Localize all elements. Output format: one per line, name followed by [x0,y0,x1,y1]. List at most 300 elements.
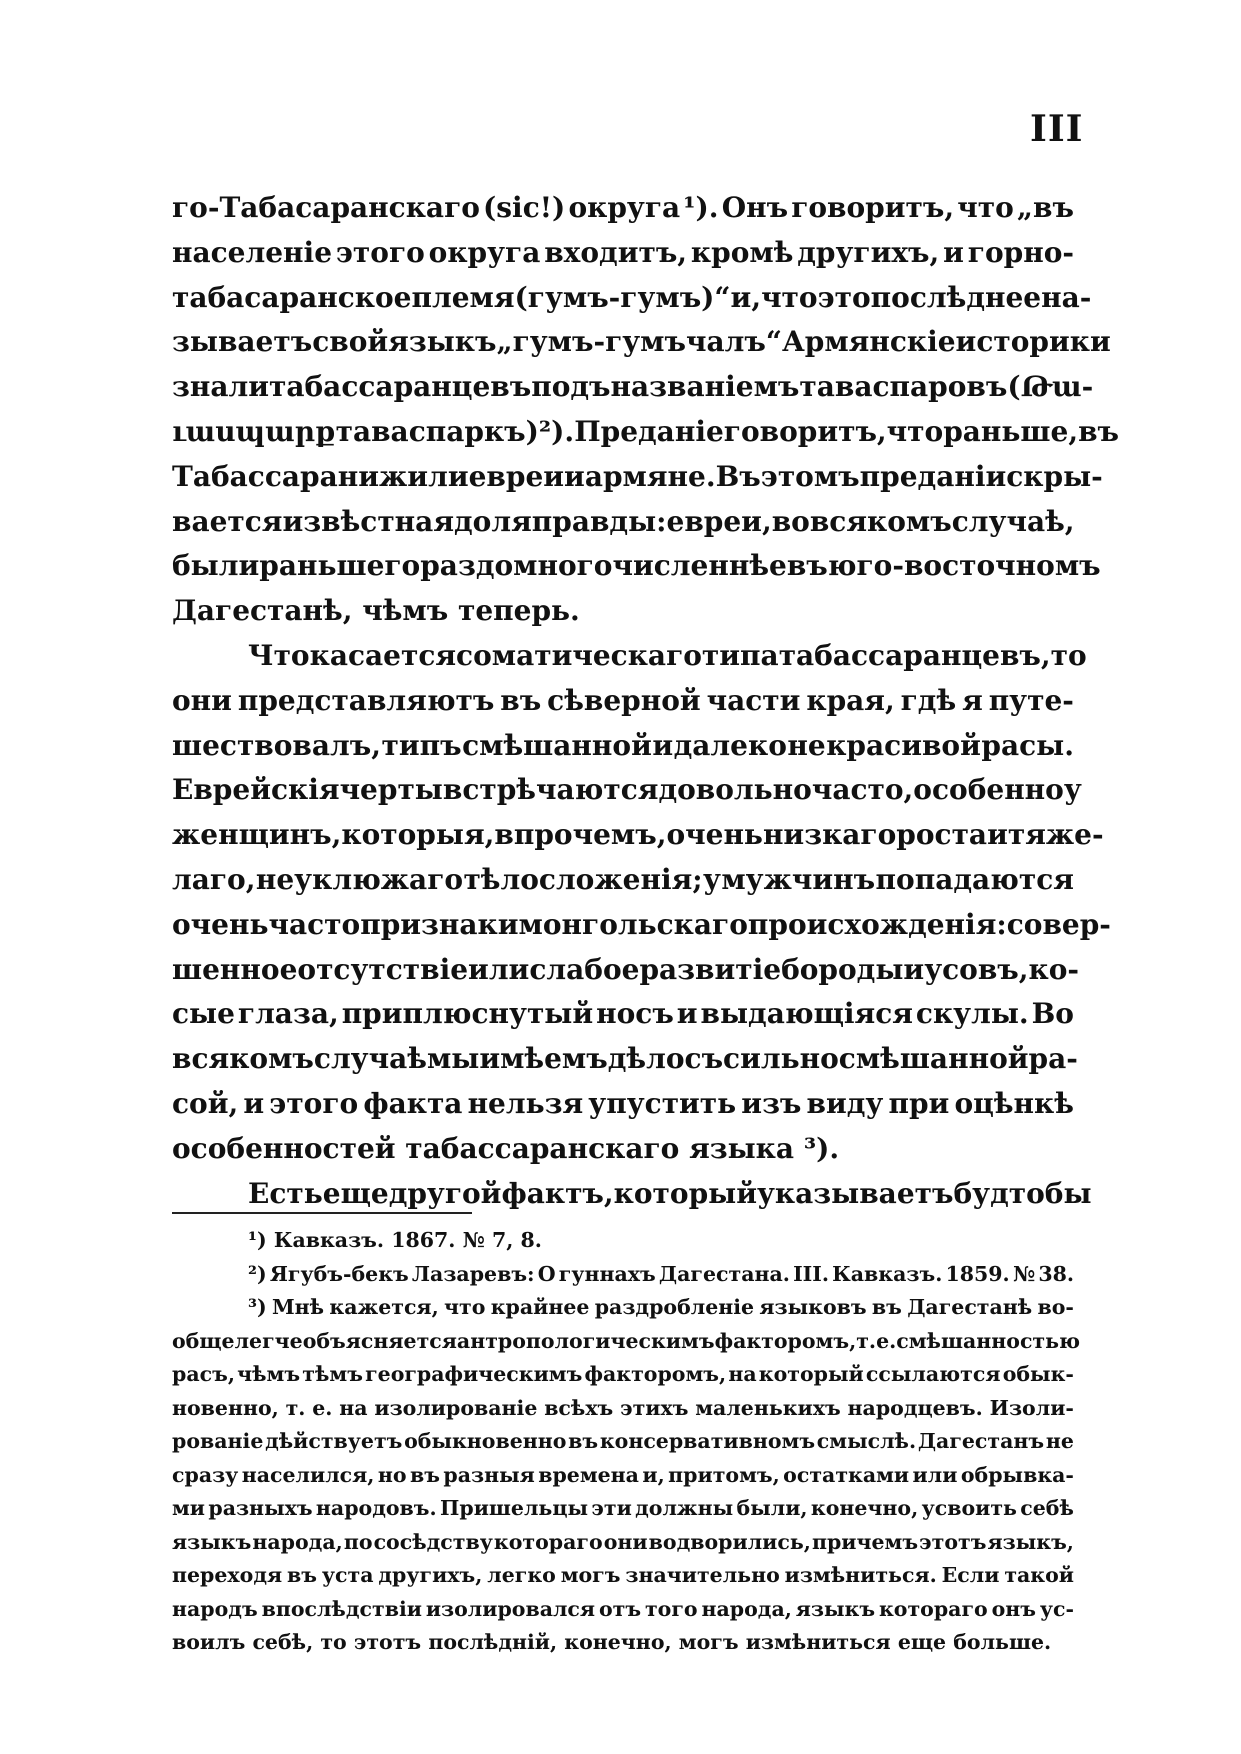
word: табасаранское [172,280,412,314]
word: переходя [172,1563,283,1587]
footnote-line [172,1224,1074,1258]
word: монгольскаго [518,907,748,941]
word: правды: [531,504,667,538]
word: части [706,683,801,717]
word: 8. [520,1228,542,1252]
text-line [172,858,1074,903]
word: измѣниться [745,1630,891,1654]
word: консервативномъ [599,1429,816,1453]
word: крайнее [490,1295,590,1319]
word: ²) [248,1261,267,1286]
word: роста [896,818,988,852]
word: чѣмъ [362,594,449,628]
word: расы. [981,728,1074,762]
word: многочисленнѣе [513,549,787,583]
word: типа [701,638,779,672]
word: могъ [560,1563,621,1587]
word: ссылаются [865,1362,1001,1386]
page-number: III [1030,108,1084,150]
word: измѣниться. [784,1563,937,1587]
footnote-line [172,1593,1074,1627]
word: и [987,818,1008,852]
word: фактъ, [501,1176,614,1210]
word: развитіе [639,952,782,986]
word: маленькихъ [695,1395,841,1420]
word: случаѣ [313,1042,427,1076]
word: III. [793,1261,829,1286]
word: очень [172,907,269,941]
word: случаѣ, [951,504,1075,538]
word: сосѣдству [373,1529,493,1554]
word: извѣстная [282,504,454,538]
word: изолировался [425,1596,596,1621]
word: Изоли- [989,1395,1074,1420]
footnote-line [172,1358,1074,1392]
word: не [1045,1429,1074,1453]
word: № [1012,1261,1036,1286]
word: на [728,1362,757,1386]
footnotes [172,1224,1081,1660]
word: съ [684,1042,724,1076]
word: происхожденія: [747,907,1007,941]
text-line [172,813,1104,858]
word: могъ [678,1630,739,1654]
word: воилъ [172,1630,246,1654]
word: другой [388,1176,502,1210]
word: тяже- [1007,818,1104,852]
word: при [888,1086,950,1120]
word: больше. [953,1630,1052,1654]
word: послѣдній, [428,1630,558,1654]
word: гораздо [384,549,514,583]
word: народа, [701,1596,792,1621]
word: ւասպարք [172,414,336,448]
word: разныя [443,1462,535,1487]
word: и, [730,280,762,314]
word: тѣлосложенія; [463,862,703,896]
word: времена [538,1462,639,1487]
word: е. [312,1395,333,1420]
word: разныхъ [208,1496,313,1520]
word: что [886,414,944,448]
word: обще [172,1328,235,1353]
footnote-line [172,1425,1074,1459]
word: подъ [531,370,611,404]
word: смыслѣ. [816,1429,917,1453]
word: усовъ, [924,952,1029,986]
word: легко [487,1563,556,1587]
word: касается [309,638,457,672]
word: Ягубъ-бекъ [269,1261,409,1286]
word: были [172,549,260,583]
word: расъ, [172,1362,235,1386]
word: послѣднее [870,280,1042,314]
word: другихъ, [797,235,940,269]
word: вается [172,504,283,538]
word: Во [1031,997,1074,1031]
word: оцѣнкѣ [954,1086,1074,1120]
word: всѣхъ [544,1395,614,1420]
word: и [943,235,964,269]
text-line [172,724,1074,769]
word: въ [568,1429,599,1453]
footnote-line [172,1559,1074,1593]
word: бы [1044,1176,1092,1210]
word: народа, [252,1529,343,1554]
word: и [652,728,674,762]
word: теперь. [457,594,580,628]
word: и [676,997,698,1031]
word: то [320,1630,347,1654]
word: низкаго [762,818,897,852]
word: историки [955,325,1111,359]
word: часто, [811,773,914,807]
word: еще [322,1176,389,1210]
word: знали [172,370,270,404]
footnote-separator [172,1212,472,1214]
footnote-line [172,1258,1074,1292]
word: языка [689,1131,795,1165]
word: смѣшанной [838,1042,1029,1076]
word: что [761,280,818,314]
word: и, [642,1462,665,1487]
text-line [172,455,1103,500]
word: неуклюжаго [255,862,464,896]
word: 1867. [391,1228,456,1252]
word: Преданіе [574,414,724,448]
word: го-Табасаранскаго [172,191,480,224]
word: свой [312,325,389,359]
text-line [172,365,1094,410]
word: довольно [658,773,812,807]
word: Кавказъ. [832,1261,943,1286]
word: раньше, [943,414,1079,448]
word: приплюснутый [341,997,594,1031]
word: евреи [468,459,565,493]
word: обык- [1002,1362,1074,1386]
word: округа [568,191,681,224]
word: чалъ“ [685,325,782,359]
word: себѣ, [252,1630,314,1654]
word: сильно [723,1042,839,1076]
word: языковъ [759,1295,867,1319]
word: эти [591,1496,632,1520]
word: этотъ [353,1630,422,1654]
word: этихъ [620,1395,689,1420]
footnote-line [172,1459,1074,1493]
footnote-line [172,1526,1074,1560]
text-line [172,634,1087,679]
word: е. [876,1328,897,1353]
word: 1859. [945,1261,1010,1286]
word: языкъ [388,325,497,359]
text-line [172,1127,1074,1172]
word: таваспаркъ) [335,414,539,448]
word: изолированіе [374,1395,538,1420]
word: ра- [1028,1042,1078,1076]
word: рованіе [172,1429,264,1453]
word: виду [806,1086,884,1120]
word: племя [411,280,515,314]
word: изъ [741,1086,802,1120]
word: кажется, [329,1295,439,1319]
word: шенное [172,952,298,986]
word: факта [363,1086,463,1120]
word: на [339,1395,368,1420]
word: черты [339,773,443,807]
word: впослѣдствіи [261,1596,422,1621]
word: по [343,1529,373,1554]
word: причемъ [811,1529,919,1554]
word: конечно, [564,1630,672,1654]
word: „въ [1016,191,1074,224]
word: указываетъ [757,1176,954,1210]
word: на- [1041,280,1092,314]
word: тѣмъ [302,1362,363,1386]
word: преданіи [859,459,1007,493]
word: что [444,1295,486,1319]
word: нельзя [467,1086,584,1120]
footnote-line [172,1492,1074,1526]
word: другихъ, [378,1563,483,1587]
word: О [537,1261,556,1286]
word: они [172,683,232,717]
word: входитъ, [544,235,688,269]
word: Есть [248,1176,323,1210]
word: народцевъ. [847,1395,983,1420]
word: имѣемъ [479,1042,608,1076]
word: конечно, [810,1496,919,1520]
word: котораго [493,1529,603,1554]
word: упустить [588,1086,737,1120]
word: будто [953,1176,1045,1210]
word: Пришельцы [440,1496,589,1520]
text-line [172,1082,1074,1127]
word: отсутствіе [297,952,469,986]
word: Дагестанѣ [907,1295,1033,1319]
word: встрѣчаются [442,773,659,807]
word: всякомъ [172,1042,314,1076]
text-line [172,276,1092,321]
word: я [962,683,983,717]
word: края, [806,683,895,717]
text-line [172,1172,1092,1217]
word: который [758,1362,864,1386]
word: Онъ [721,191,789,224]
word: сразу [172,1462,239,1487]
word: въ [871,1295,902,1319]
word: антропологическимъ [456,1328,715,1353]
word: зываетъ [172,325,313,359]
footnote-line [172,1325,1081,1359]
word: во- [1037,1295,1074,1319]
word: мужчинъ [721,862,876,896]
word: этотъ [919,1529,987,1554]
word: Если [941,1563,1000,1587]
word: доля [454,504,532,538]
word: раньше [259,549,385,583]
word: Дагестанъ [917,1429,1045,1453]
word: табассаранцевъ [269,370,532,404]
word: этомъ [760,459,860,493]
word: онъ [991,1596,1036,1621]
word: лаго, [172,862,256,896]
word: Дагестанѣ, [172,594,353,628]
word: то [1050,638,1087,672]
word: языкъ [172,1529,252,1554]
word: который [613,1176,757,1210]
word: въ [500,683,542,717]
word: Дагестана. [658,1261,790,1286]
word: горно- [967,235,1074,269]
word: чѣмъ [237,1362,301,1386]
word: обрывка- [960,1462,1074,1487]
word: дѣло [607,1042,685,1076]
word: табассаранскаго [405,1131,680,1165]
word: 7, [491,1228,514,1252]
word: табассаранцевъ, [778,638,1051,672]
word: далеко [673,728,787,762]
text-line [172,231,1074,276]
text-line [172,903,1111,948]
word: водворились, [648,1529,811,1554]
word: часто [268,907,361,941]
word: всякомъ [809,504,952,538]
word: носъ [596,997,674,1031]
word: были, [736,1496,808,1520]
word: № [462,1228,485,1252]
word: Лазаревъ: [411,1261,535,1286]
word: не [787,728,826,762]
word: что [957,191,1014,224]
word: усвоить [921,1496,1017,1520]
word: уста [321,1563,374,1587]
word: въ [786,549,828,583]
word: таваспаровъ [799,370,1008,404]
word: они [603,1529,648,1554]
word: и [903,952,925,986]
text-line [172,1037,1078,1082]
word: названіемъ [610,370,800,404]
word: раздробленіе [594,1295,755,1319]
footnote-line [172,1291,1074,1325]
text-line [172,768,1082,813]
word: красивой [826,728,981,762]
word: котораго [878,1596,988,1621]
footnote-line [172,1626,1074,1660]
word: глаза, [237,997,339,1031]
word: отъ [598,1596,642,1621]
text-line [172,948,1080,993]
word: округа [428,235,541,269]
word: ко- [1028,952,1080,986]
text-line [172,410,1120,455]
word: евреи, [666,504,772,538]
word: и [564,459,585,493]
word: соматическаго [456,638,702,672]
word: ³) [248,1295,267,1319]
word: признаки [360,907,519,941]
word: представляютъ [237,683,495,717]
word: факторомъ, [714,1328,857,1353]
word: Въ [715,459,761,493]
word: смѣшанной [462,728,652,762]
word: это [817,280,871,314]
word: языкъ, [987,1529,1074,1554]
word: объясняется [302,1328,457,1353]
word: въ [287,1563,318,1587]
text-line [172,992,1074,1037]
word: у [1063,773,1082,807]
word: должны [635,1496,734,1520]
word: такой [1004,1563,1074,1587]
word: того [644,1596,698,1621]
word: или [912,1462,958,1487]
word: народъ [172,1596,258,1621]
body-text [172,186,1120,1216]
word: смѣшанностью [896,1328,1081,1353]
word: притомъ, [668,1462,780,1487]
word: совер- [1006,907,1111,941]
word: языкъ [795,1596,876,1621]
word: кромѣ [690,235,794,269]
word: жили [379,459,469,493]
word: говоритъ, [791,191,955,224]
word: бороды [781,952,904,986]
word: ¹). [683,191,719,224]
word: у [703,862,721,896]
word: попадаются [875,862,1074,896]
word: сой, [172,1086,239,1120]
word: Кавказъ. [273,1228,385,1252]
word: впрочемъ, [494,818,667,852]
word: населился, [241,1462,375,1487]
word: выдающіяся [700,997,913,1031]
word: народовъ. [315,1496,437,1520]
word: Мнѣ [271,1295,325,1319]
word: (гумъ-гумъ)“ [514,280,731,314]
word: которыя, [341,818,495,852]
word: очень [666,818,763,852]
word: говоритъ, [723,414,887,448]
word: особенностей [172,1131,396,1165]
word: въ [409,1462,440,1487]
word: Табассарани [172,459,380,493]
word: но [377,1462,407,1487]
text-line [172,544,1101,589]
word: населеніе [172,235,333,269]
text-line [172,186,1074,231]
word: шествовалъ, [172,728,382,762]
word: сые [172,997,235,1031]
text-line [172,320,1111,365]
word: армяне. [584,459,716,493]
word: скулы. [915,997,1029,1031]
word: гуннахъ [558,1261,656,1286]
word: 38. [1038,1261,1074,1286]
word: значительно [625,1563,780,1587]
word: мы [426,1042,480,1076]
word: юго-восточномъ [827,549,1101,583]
word: этого [335,235,425,269]
word: ³). [803,1131,840,1165]
word: или [468,952,530,986]
word: особенно [913,773,1064,807]
word: (sic!) [483,191,566,224]
text-line [172,679,1074,724]
word: легче [234,1328,303,1353]
word: Что [248,638,310,672]
